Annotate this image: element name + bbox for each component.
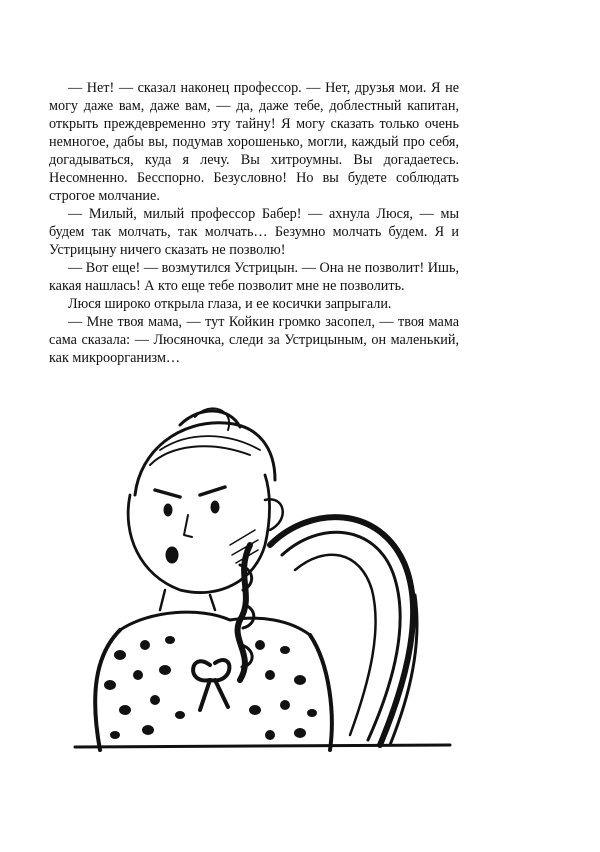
paragraph-lyusya-speech: — Милый, милый профессор Бабер! — ахнула Люся, — мы будем так молчать, так молчать… Безумно молчать будем. Я и Устрицыну ничего сказать не позволю! [49,206,459,258]
paragraph-koykin-speech: — Мне твоя мама, — тут Койкин громко засопел, — твоя мама сама сказала: — Люсяночка, следи за Устрицыным, он маленький, как микроорганизм… [49,314,459,366]
girl-at-chair-illustration-icon [60,395,470,765]
paragraph-ustritsyn-speech: — Вот еще! — возмутился Устрицын. — Она не позволит! Ишь, какая нашлась! А кто еще тебе позволит мне не позволить. [49,260,459,294]
paragraph-lyusya-eyes: Люся широко открыла глаза, и ее косички запрыгали. [68,296,392,312]
body-text [49,79,459,367]
paragraph-professor-speech: — Нет! — сказал наконец профессор. — Нет, друзья мои. Я не могу даже вам, даже вам, — да, даже тебе, доблестный капитан, открыть преждевременно эту тайну! Я могу сказать только очень немногое, дабы вы, подумав хорошенько, могли, каждый про себя, догадываться, куда я лечу. Вы хитроумны. Вы догадаетесь. Несомненно. Бесспорно. Безусловно! Но вы будете соблюдать строгое молчание. [49,80,459,204]
